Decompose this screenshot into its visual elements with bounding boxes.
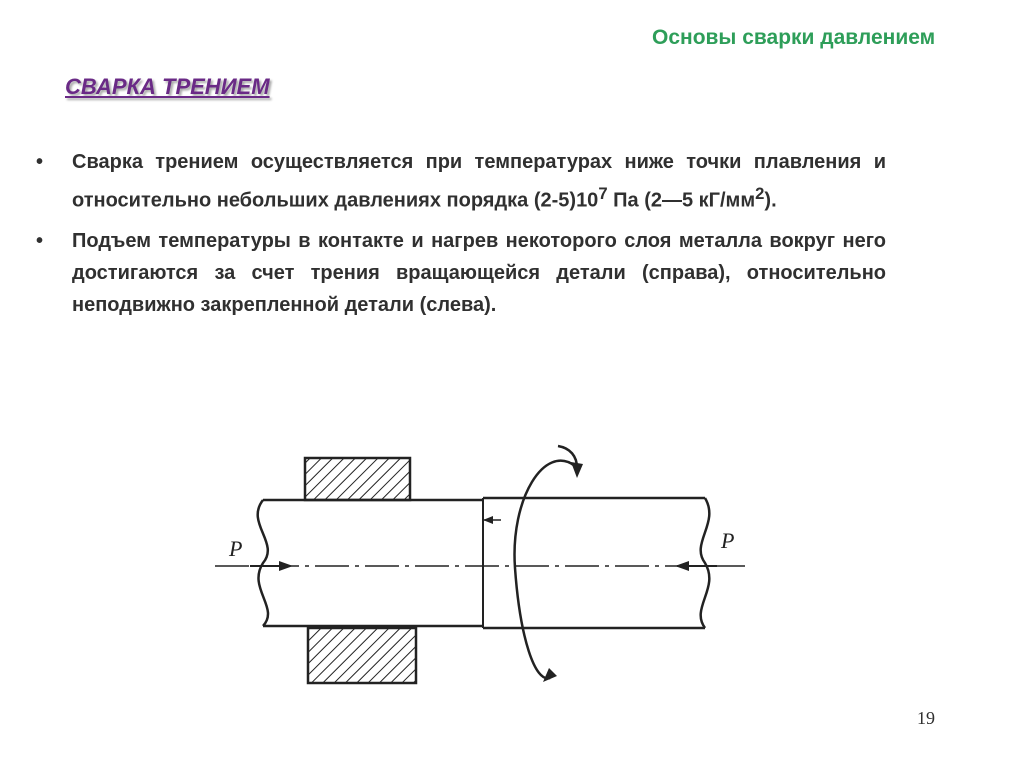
bullet-item	[36, 146, 886, 217]
bullet-list	[36, 146, 886, 329]
left-force-label: P	[229, 536, 243, 561]
right-force-label: P	[721, 528, 735, 553]
exponent: 2	[755, 184, 765, 203]
bullet-text: ).	[764, 189, 777, 212]
rotation-arrow-icon	[515, 446, 583, 682]
bullet-marker: •	[36, 151, 44, 173]
right-rotating-part	[483, 498, 709, 628]
exponent: 7	[598, 184, 608, 203]
presentation-header-title: Основы сварки давлением	[652, 26, 936, 49]
bullet-item	[36, 225, 886, 321]
contact-indicator-icon	[483, 516, 501, 524]
right-force-arrow-icon	[675, 561, 717, 571]
left-force-arrow-icon	[250, 561, 293, 571]
slide-title: СВАРКА ТРЕНИЕМ	[65, 74, 270, 99]
page-number: 19	[917, 708, 935, 728]
friction-welding-diagram	[205, 438, 765, 698]
bullet-text: Сварка трением осуществляется при температурах ниже точки плавления и относительно небольших давлениях порядка (2-5)10	[72, 151, 886, 212]
bullet-text: Подъем температуры в контакте и нагрев некоторого слоя металла вокруг него достигаются за счет трения вращающейся детали (справа), относительно неподвижно закрепленной детали (слева).	[72, 229, 886, 316]
clamp-bottom-hatch	[308, 628, 416, 683]
bullet-marker: •	[36, 229, 44, 252]
left-stationary-part	[258, 500, 483, 626]
bullet-text: Па (2—5 кГ/мм	[607, 189, 756, 212]
clamp-top-hatch	[305, 458, 410, 500]
